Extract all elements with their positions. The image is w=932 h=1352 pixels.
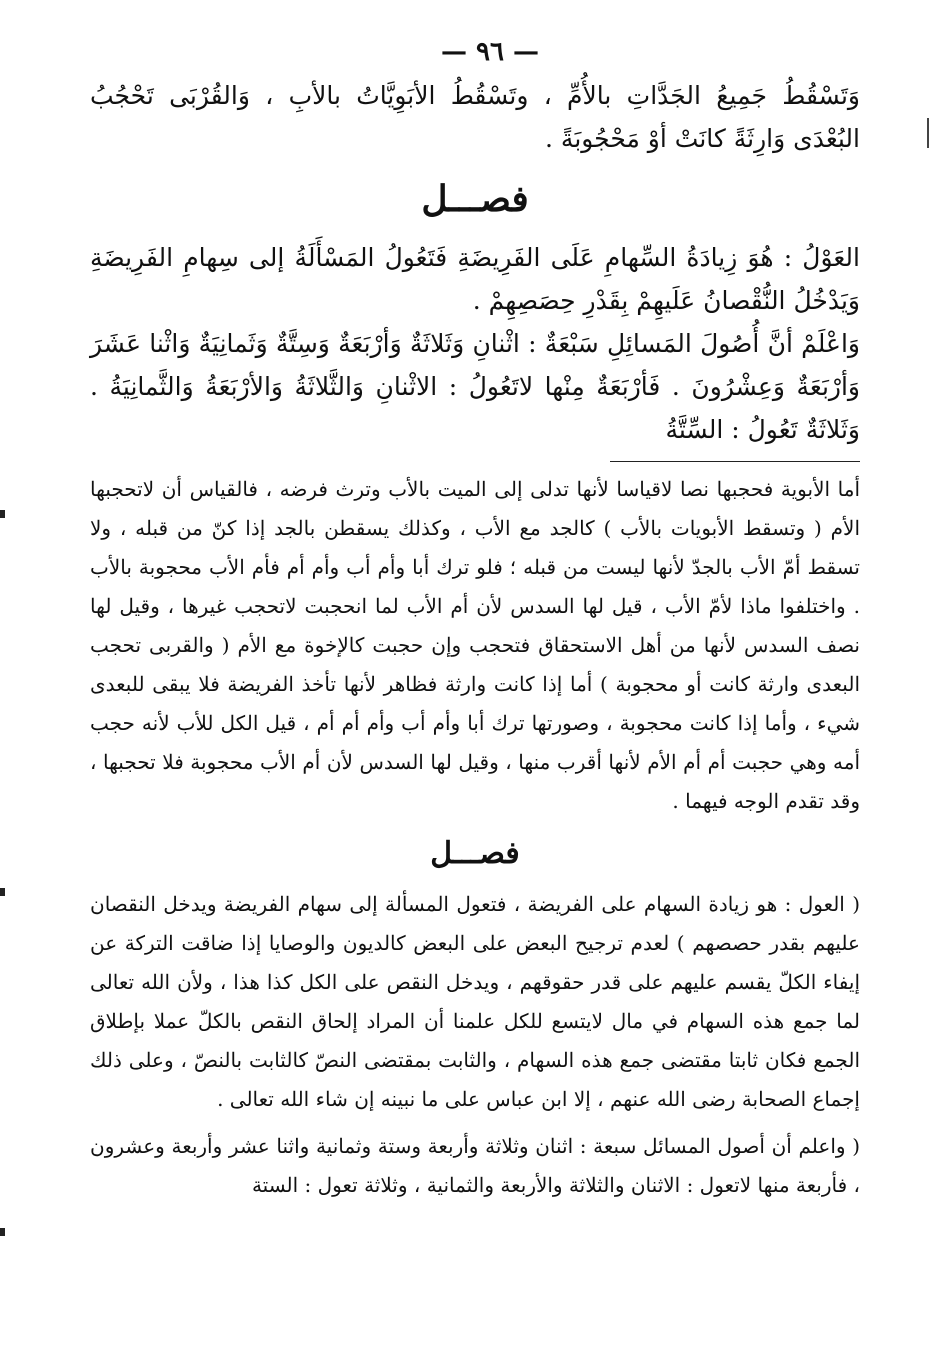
matn-paragraph-awl: العَوْلُ : هُوَ زِيادَةُ السِّهامِ عَلَى الفَرِيضَةِ فَتَعُولُ المَسْأَلَةُ إلى سِهامِ الفَرِيضَةِ وَيَدْخُلُ النُّقْصانُ عَلَيهِمْ بِقَدْرِ حِصَصِهِمْ . [90,243,860,315]
margin-mark [0,888,5,896]
commentary-paragraph-grandmothers: أما الأبوية فحجبها نصا لاقياسا لأنها تدلى إلى الميت بالأب وترث فرضه ، فالقياس أن لاتحجبها الأم ( وتسقط الأبويات بالأب ) كالجد مع الأب ، وكذلك يسقطن بالجد إذا كنّ من قبله ، ولا تسقط أمّ الأب بالجدّ لأنها ليست من قبله ؛ فلو ترك أبا وأم أب وأم أم فأم الأب محجوبة بالأب . واختلفوا ماذا لأمّ الأب ، قيل لها السدس لأن أم الأب لما انحجبت لاتحجب غيرها ، وقيل لها نصف السدس لأنها من أهل الاستحقاق فتحجب وإن حجبت كالإخوة مع الأم ( والقربى تحجب البعدى وارثة كانت أو محجوبة ) أما إذا كانت وارثة فظاهر لأنها تأخذ الفريضة فلا يبقى للبعدى شيء ، وأما إذا كانت محجوبة ، وصورتها ترك أبا وأم أب وأم أم أم ، قيل الكل للأب لأنه حجب أمه وهي حجبت أم أم الأم لأنها أقرب منها ، وقيل لها السدس لأن أم الأب محجوبة فلا تحجبها ، وقد تقدم الوجه فيهما . [90,477,861,813]
matn-paragraph-usul: وَاعْلَمْ أنَّ أُصُولَ المَسائِلِ سَبْعَةٌ : اثْنانِ وَثَلاثَةٌ وَأرْبَعَةٌ وَسِتَّةٌ وَثَمانِيَةٌ وَاثْنا عَشَرَ وَأرْبَعَةٌ وَعِشْرُونَ . فَأرْبَعَةٌ مِنْها لاتَعُولُ : الاثْنانِ وَالثَّلاثَةُ وَالأرْبَعَةُ وَالثَّمانِيَةُ . وَثَلاثَةٌ تَعُولُ : السِّتَّةُ [90,329,860,444]
commentary-heading-fasl: فصـــل [430,836,520,871]
commentary-paragraph-usul: ( واعلم أن أصول المسائل سبعة : اثنان وثلاثة وأربعة وستة وثمانية واثنا عشر وأربعة وعشرون ، فأربعة منها لاتعول : الاثنان والثلاثة والأربعة والثمانية ، وثلاثة تعول : الستة [90,1134,860,1197]
section-heading-fasl: فصـــل [421,178,529,220]
page-number: — ٩٦ — [440,37,540,67]
main-text-block [90,74,860,451]
matn-paragraph-grandmothers: وَتَسْقُطُ جَمِيعُ الجَدَّاتِ بالأُمِّ ، وتَسْقُطُ الأبَوِيَّاتُ بالأبِ ، وَالقُرْبَى تَحْجُبُ البُعْدَى وَارِثَةً كانَتْ أوْ مَحْجُوبَةً . [90,81,860,153]
margin-mark [0,1228,5,1236]
book-page [90,30,860,1340]
margin-mark [0,510,5,518]
footnote-divider [610,461,860,462]
margin-tick-mark [927,118,929,148]
commentary-paragraph-awl: ( العول : هو زيادة السهام على الفريضة ، فتعول المسألة إلى سهام الفريضة ويدخل النقصان عليهم بقدر حصصهم ) لعدم ترجيح البعض على البعض كالديون والوصايا إذا ضاقت التركة عن إيفاء الكلّ يقسم عليهم على قدر حقوقهم ، ويدخل النقص على الكل كذا هذا ، ولأن الله تعالى لما جمع هذه السهام في مال لايتسع للكل علمنا أن المراد إلحاق النقص بالكلّ عملا بإطلاق الجمع فكان ثابتا مقتضى جمع هذه السهام ، والثابت بمقتضى النصّ كالثابت بالنصّ ، وعلى ذلك إجماع الصحابة رضى الله عنهم ، إلا ابن عباس على ما نبينه إن شاء الله تعالى . [90,892,860,1111]
